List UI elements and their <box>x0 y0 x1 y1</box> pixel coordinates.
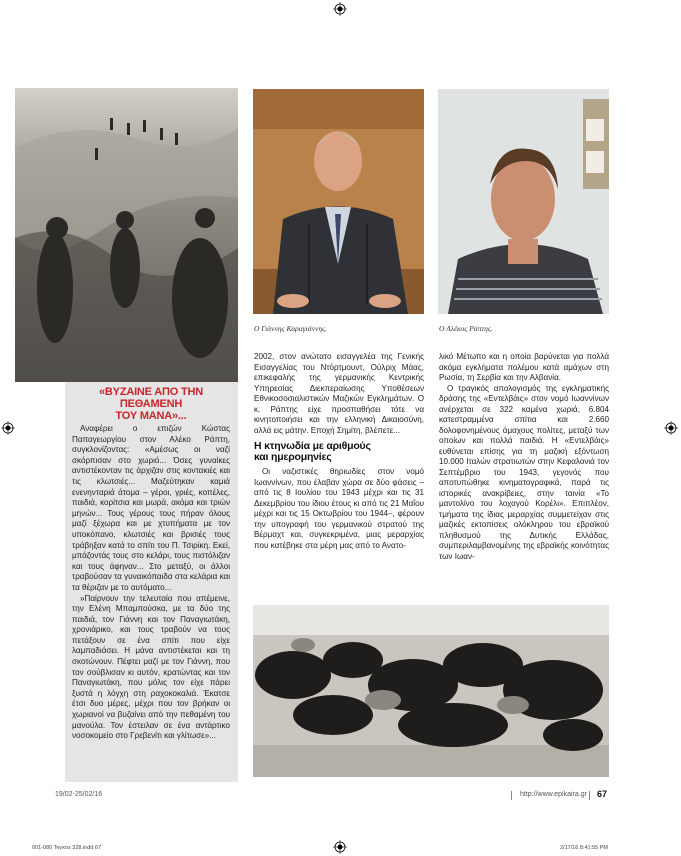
column2-paragraph-2: Ο τραγικός απολογισμός της εγκληματικής δράσης της «Εντελβάις» στον νομό Ιωαννίνων ανέρχεται σε 322 καμένα χωριά, 6.804 κατεστραμμένα σπίτια και 2.660 δολοφονημένους άμαχους πολίτες, μεταξύ των οποίων και πολλά παιδιά. Η «Εντελβάις» ευθύνεται επίσης για τη μαζική εξόντωση 10.000 Ιταλών στρατιωτών στην Κεφαλονιά τον Σεπτέμβριο του 1943, γεγονός που αποτυπώθηκε κινηματογραφικά, παρά τις ιστορικές ανακρίβειες, στην ταινία «Το μαντολίνο του λοχαγού Κορέλι». Επιπλέον, τμήματα της ίδιας μεραρχίας συμμετείχαν στις μαζικές εκτοπίσεις ολόκληρου του εβραϊκού πληθυσμού της Δυτικής Ελλάδας, συμπεριλαμβανομένης της εβραϊκής κοινότητας των Ιωαν- <box>439 383 609 561</box>
article-column-1 <box>254 352 424 551</box>
subheading-line1: Η κτηνωδία με αριθμούς <box>254 440 371 452</box>
column2-paragraph-1: λικό Μέτωπο και η οποία βαρύνεται για πολλά ακόμα εγκλήματα πολέμου κατά αμάχων στη Ρωσία, τη Σερβία και την Αλβανία. <box>439 352 609 382</box>
sidebar-paragraph-2: »Παίρνουν την τελευταία που απέμεινε, την Ελένη Μπαμπούσκα, με τα δύο της παιδιά, τον Γιάννη και τον Παναγιωτάκη, χρονιάρικο, και τους τραβούν να τους πετάξουν σε ένα σπίτι που είχε λαμπαδιάσει. Η μάνα αντιστέκεται και τη σκοτώνουν. Πέφτει μαζί με τον Γιάννη, που τον σούβλισαν κι αυτόν, κρατώντας και τον Παναγιωτάκη, που μόλις τον είχε πάρει ξυστά η λόγχη στη ραχοκοκαλιά. Έκατσε έτσι δυο μέρες, μέχρι που τον βρήκαν οι χωριανοί να βυζαίνει από την πεθαμένη του μανούλα. Τον έστειλαν σε ένα αντάρτικο νοσοκομείο στο Γρεβενίτι και γλίτωσε»... <box>72 593 230 741</box>
registration-mark-left <box>1 421 15 435</box>
footer-divider <box>511 791 512 800</box>
raptis-caption: Ο Αλέκος Ράπτης. <box>439 324 493 333</box>
raptis-photo <box>438 89 609 314</box>
column1-subheading <box>254 441 424 463</box>
registration-mark-bottom <box>333 840 347 854</box>
footer-divider-2 <box>589 791 590 800</box>
registration-mark-top <box>333 2 347 16</box>
massacre-victims-photo <box>253 605 609 777</box>
column1-paragraph-2: Οι ναζιστικές θηριωδίες στον νομό Ιωαννίνων, που έλαβαν χώρα σε δύο φάσεις –από τις 8 Ιουλίου του 1943 μέχρι και τις 31 Δεκεμβρίου του ίδιου έτους κι από τις 21 Μαΐου μέχρι και τις 15 Οκτωβρίου του 1944–, φέρουν την υπογραφή του γερμανικού στρατού της Βέρμαχτ και, συγκεκριμένα, μιας μεραρχίας που κατέβηκε στα μέρη μας από το Ανατο- <box>254 467 424 550</box>
sidebar-title-line1: «ΒΥΖΑΙΝΕ ΑΠΟ ΤΗΝ ΠΕΘΑΜΕΝΗ <box>99 386 203 410</box>
subheading-line2: και ημερομηνίες <box>254 451 332 463</box>
page-number: 67 <box>597 789 608 799</box>
article-column-2 <box>439 352 609 562</box>
print-slug-file: 001-080 Teyxos 328.indd 67 <box>32 845 102 851</box>
sidebar-title <box>72 386 230 422</box>
issue-date: 19/02-25/02/16 <box>55 791 103 798</box>
footer-url[interactable]: http://www.epikaira.gr <box>520 791 587 798</box>
registration-mark-right <box>664 421 678 435</box>
sidebar-paragraph-1: Αναφέρει ο επιζών Κώστας Παπαγεωργίου στον Αλέκο Ράπτη, συγκλονίζοντας: «Αμέσως οι ναζί σκόρπισαν στο χωριό... Όσες γυναίκες αντιστέκονταν τις άρχιζαν στις κοντακιές και τις κλωτσιές... Μαζεύτηκαν καμιά ενενηνταριά άτομα – γέροι, γριές, κοπέλες, παιδιά, κορίτσια και μωρά, ακόμα και τριών μηνών... Τους γέρους τους πήραν όλους μαζί ξέχωρα και με χτυπήματα με τον υποκόπανο, κλωτσιές και βρισιές τους τράβηξαν κατά το σπίτι του Π. Τσιρίκη. Εκεί, μπάζοντάς τους στο κελάρι, τους πιστόλιζαν και τους άφηναν... Στο μεταξύ, οι άλλοι τραβούσαν τα γυναικόπαιδα στα κελάρια και τα θέριζαν με το αυτόματο... <box>72 424 230 592</box>
print-slug-timestamp: 2/17/16 8:41:55 PM <box>560 845 609 851</box>
sidebar-title-line2: ΤΟΥ ΜΑΝΑ»... <box>115 410 187 422</box>
karagiannis-caption: Ο Γιάννης Καραγιάννης. <box>254 324 327 333</box>
karagiannis-photo <box>253 89 424 314</box>
column1-paragraph-1: 2002, στον ανώτατο εισαγγελέα της Γενικής Εισαγγελίας του Ντόρτμουντ, Ούλριχ Μάας, επικεφαλής της γερμανικής Κεντρικής Υπηρεσίας Διεκπεραίωσης Υποθέσεων Εθνικοσοσιαλιστικών Μαζικών Εγκλημάτων. Ο κ. Ράπτης είχε προσπαθήσει τότε να κινητοποιήσει και την ελληνική Δικαιοσύνη, αλλά εις μάτην. Εποχή Σημίτη, βλέπετε... <box>254 352 424 435</box>
historical-soldiers-photo <box>15 88 238 382</box>
sidebar-box <box>65 382 238 782</box>
